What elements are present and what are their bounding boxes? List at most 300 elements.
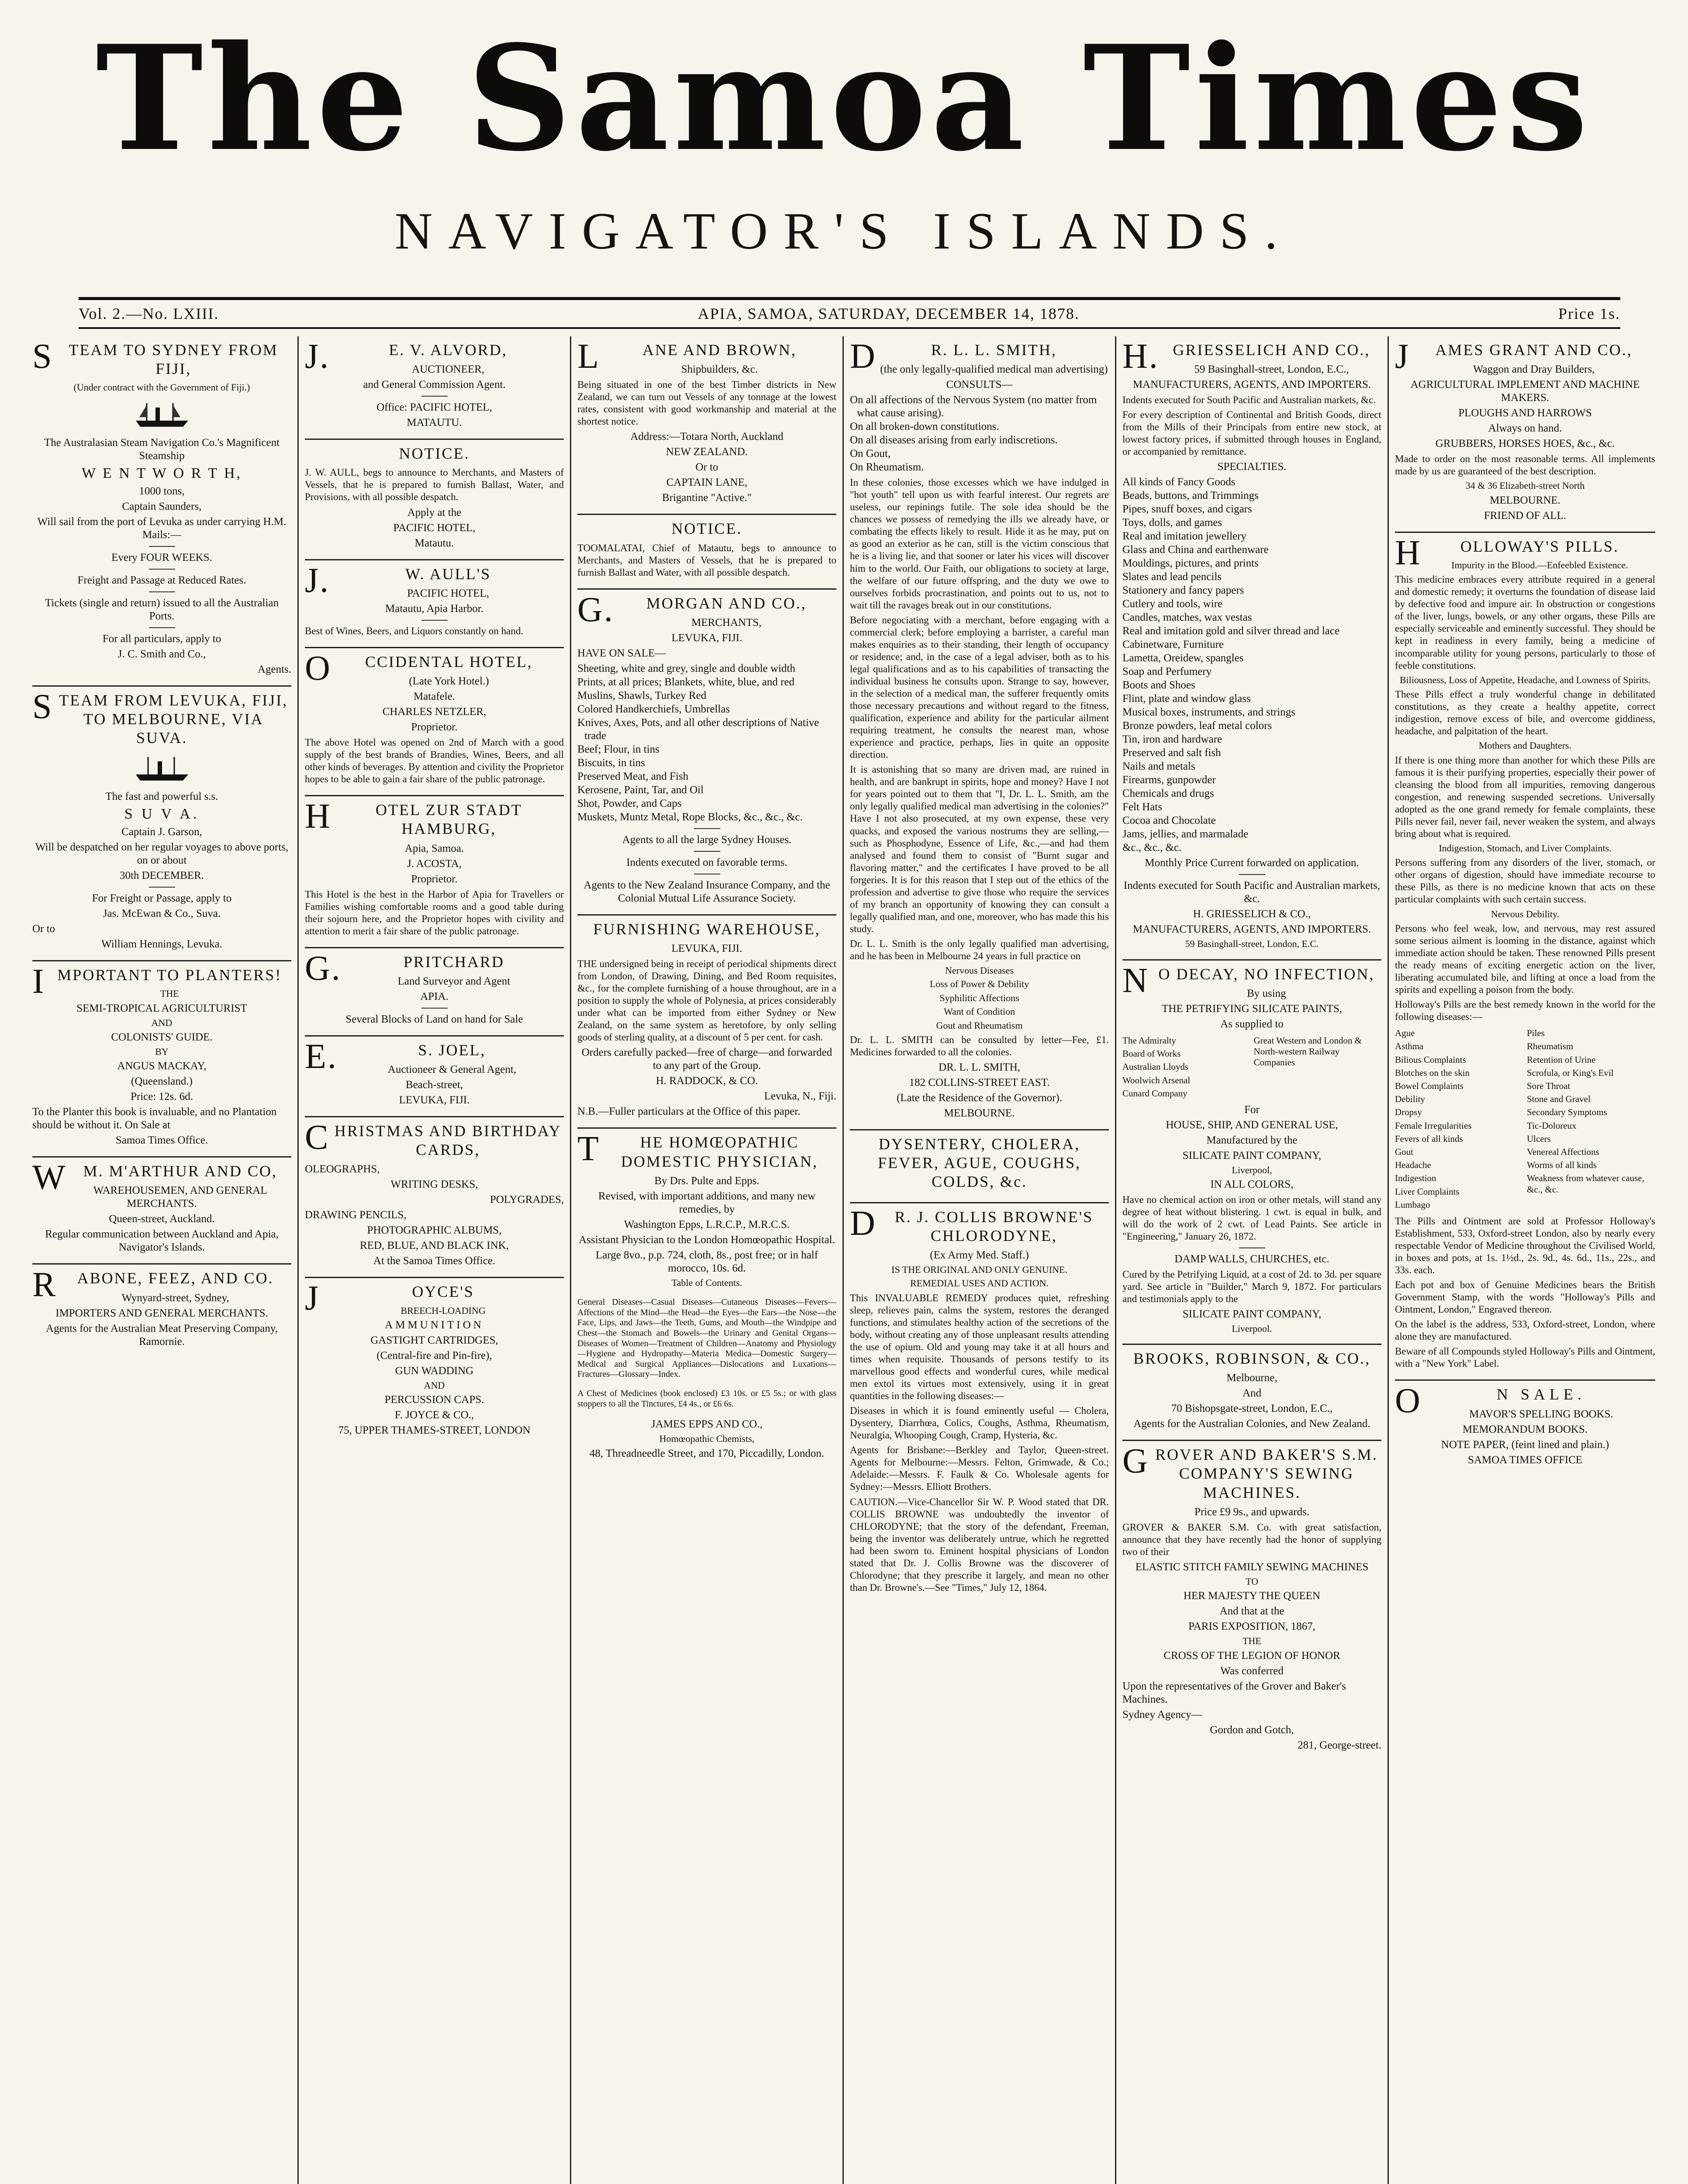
ad-line: GRUBBERS, HORSES HOES, &c., &c. (1435, 438, 1615, 450)
list-item: Lametta, Oreidew, spangles (1122, 652, 1244, 664)
list-item: On Rheumatism. (850, 461, 924, 473)
ad-line: Matautu. (414, 537, 454, 549)
ad-line: DRAWING PENCILS, (305, 1209, 407, 1221)
ad-line: BREECH-LOADING (400, 1305, 486, 1316)
ad-line: Regular communication between Auckland and Apia, Navigator's Islands. (45, 1228, 279, 1254)
ad-dysentery (850, 1130, 1109, 1203)
ad-line: IMPORTERS AND GENERAL MERCHANTS. (55, 1307, 268, 1319)
ad-line: (Central-fire and Pin-fire), (376, 1350, 492, 1362)
ad-text: The Pills and Ointment are sold at Professor Holloway's Establishment, 533, Oxford-street London, also by nearly every respectable Vendor of Medicine throughout the Civilised World, in boxes and pots, at 1s. 1½d., 2s. 9d., 4s. 6d., 11s., 22s., and 33s. each. (1395, 1215, 1655, 1276)
list-item: Candles, matches, wax vestas (1122, 612, 1252, 624)
ad-text: Before negociating with a merchant, before engaging with a commercial clerk; before employing a barrister, a careful man makes enquiries as to their standing, their length of occupancy or residence; and, in the case of a legal adviser, both as to his legal qualifications and as to his capabilities of transacting the individual business he consults upon. Strange to say, however, in the selection of a medical man, the sufferer frequently omits those necessary precautions and without regard to the fitness, qualification, experience and ability for the particular ailment requiring treatment, he consults the nearest man, whose experience and practice, perhaps, lies in quite an opposite direction. (850, 614, 1109, 760)
diseases-right (1527, 1026, 1655, 1213)
ad-line: Beach-street, (405, 1079, 463, 1091)
ad-line: Every FOUR WEEKS. (111, 551, 212, 563)
ad-line: Waggon and Dray Builders, (1473, 363, 1595, 376)
supplied-left (1122, 1033, 1250, 1101)
column-2 (299, 336, 571, 2184)
ad-steam-levuka (32, 687, 291, 961)
ad-line: Jas. McEwan & Co., Suva. (103, 907, 221, 919)
ad-line: F. JOYCE & CO., (394, 1409, 474, 1421)
ad-line: By using (1247, 988, 1286, 999)
list-item: Bronze powders, leaf metal colors (1122, 720, 1272, 732)
issue-date: APIA, SAMOA, SATURDAY, DECEMBER 14, 1878. (697, 305, 1080, 322)
ad-line: Captain J. Garson, (121, 826, 202, 838)
divider (694, 828, 720, 829)
ad-line: (Ex Army Med. Staff.) (930, 1249, 1029, 1261)
ad-line: PACIFIC HOTEL, (393, 522, 476, 534)
ad-line: To the Planter this book is invaluable, and no Plantation should be without it. On Sale at (32, 1106, 277, 1131)
ad-text: Agents for Brisbane:—Berkley and Taylor, Queen-street. Agents for Melbourne:—Messrs. Felton, Grimwade, & Co.; Adelaide:—Messrs. F. Faulk & Co. Wholesale agents for Sydney:—Messrs. Elliott Brothers. (850, 1444, 1109, 1493)
ad-line: Loss of Power & Debility (929, 978, 1029, 990)
list-item: Beads, buttons, and Trimmings (1122, 490, 1259, 502)
ad-alvord (305, 336, 564, 440)
ad-line: OLEOGRAPHS, (305, 1163, 380, 1175)
list-item: Flint, plate and window glass (1122, 693, 1251, 705)
ad-line: Homœopathic Chemists, (659, 1433, 755, 1444)
list-item: Glass and China and earthenware (1122, 544, 1269, 556)
ad-title: JAMES GRANT AND CO., (1395, 337, 1633, 376)
list-item: Real and imitation gold and silver thread and lace (1122, 625, 1340, 637)
ad-line: FRIEND OF ALL. (1484, 509, 1567, 522)
ad-joyce (305, 1278, 564, 1446)
ad-title: WM. M'ARTHUR AND CO, (32, 1158, 277, 1197)
ad-line: 30th DECEMBER. (119, 869, 204, 881)
ad-line: Nervous Debility. (1491, 908, 1560, 919)
list-item: Felt Hats (1122, 801, 1162, 813)
ad-line: Agents for the Australian Meat Preserving Company, Ramornie. (46, 1322, 278, 1348)
ad-line: NEW ZEALAND. (666, 446, 748, 458)
ad-text: Best of Wines, Beers, and Liquors constantly on hand. (305, 625, 524, 636)
ad-title: NOTICE. (399, 445, 470, 463)
list-item: Prints, at all prices; Blankets, white, blue, and red (577, 676, 795, 688)
list-item: Biscuits, in tins (577, 757, 645, 769)
ad-line: (the only legally-qualified medical man advertising) (880, 363, 1108, 376)
ad-line: LEVUKA, FIJI. (671, 632, 742, 644)
ad-line: TO (1246, 1576, 1258, 1587)
column-3 (571, 336, 844, 2184)
supplied-to-list (1122, 1033, 1381, 1101)
ad-line: J. C. Smith and Co., (117, 648, 206, 660)
list-item: MEMORANDUM BOOKS. (1462, 1423, 1588, 1435)
ad-line: Want of Condition (943, 1006, 1015, 1017)
ad-line: Always on hand. (1488, 422, 1562, 435)
ad-on-sale (1395, 1381, 1655, 1476)
ad-text: J. W. AULL, begs to announce to Merchants, and Masters of Vessels, that he is prepared to furnish Ballast, Water, and Provisions, with all possible despatch. (305, 467, 564, 503)
ad-line: SEMI-TROPICAL AGRICULTURIST (76, 1002, 247, 1014)
list-item: Muskets, Muntz Metal, Rope Blocks, &c., &c., &c. (577, 811, 803, 823)
ad-line: Will be despatched on her regular voyages to above ports, on or about (35, 841, 289, 866)
list-item: Tic-Doloreux (1527, 1120, 1577, 1131)
ad-text: Beware of all Compounds styled Holloway's Pills and Ointment, with a "New York" Label. (1395, 1346, 1655, 1369)
volume-number: Vol. 2.—No. LXIII. (79, 305, 219, 322)
ad-line: Price: 12s. 6d. (130, 1091, 193, 1103)
list-item: Sore Throat (1527, 1081, 1571, 1092)
ad-line: Brigantine "Active." (662, 492, 752, 504)
list-item: Headache (1395, 1160, 1431, 1171)
ad-line: Wynyard-street, Sydney, (121, 1292, 229, 1304)
ad-line: AGRICULTURAL IMPLEMENT AND MACHINE MAKERS. (1410, 379, 1640, 404)
ad-text: Holloway's Pills are the best remedy known in the world for the following diseases:— (1395, 999, 1655, 1023)
list-item: &c., &c., &c. (1122, 842, 1182, 854)
list-item: Retention of Urine (1527, 1054, 1596, 1065)
ad-line: At the Samoa Times Office. (373, 1255, 496, 1267)
ad-title: H.GRIESSELICH AND CO., (1122, 337, 1370, 376)
list-item: Dropsy (1395, 1107, 1422, 1118)
ad-line: Samoa Times Office. (115, 1134, 208, 1147)
ad-line: Land Surveyor and Agent (397, 975, 511, 987)
column-1 (26, 336, 299, 2184)
ad-line: Freight and Passage at Reduced Rates. (77, 574, 246, 586)
list-item: Scrofula, or King's Evil (1527, 1067, 1614, 1078)
ad-line: DAMP WALLS, CHURCHES, etc. (1174, 1253, 1329, 1265)
masthead-subtitle: NAVIGATOR'S ISLANDS. (394, 202, 1294, 260)
ad-line: Levuka, N., Fiji. (764, 1090, 836, 1102)
divider (149, 627, 175, 628)
list-item: Preserved Meat, and Fish (577, 770, 689, 782)
ad-line: Apply at the (407, 506, 462, 518)
ad-notice-aull (305, 440, 564, 560)
ad-text: GROVER & BAKER S.M. Co. with great satisfaction, announce that they have recently had the honor of supplying two of their (1122, 1521, 1381, 1557)
ad-line: (Late the Residence of the Governor). (896, 1092, 1062, 1104)
masthead-title: The Samoa Times (96, 14, 1592, 183)
ad-line: 70 Bishopsgate-street, London, E.C., (1171, 1403, 1333, 1415)
ship-name: W E N T W O R T H, (81, 465, 242, 481)
columns (26, 336, 1662, 2184)
ad-line: For Freight or Passage, apply to (92, 892, 232, 904)
ad-furnishing (577, 916, 836, 1129)
ad-morgan (577, 590, 836, 916)
list-item: Blotches on the skin (1395, 1067, 1470, 1078)
ad-title: J.W. AULL'S (305, 561, 491, 600)
ad-line: J. ACOSTA, (407, 857, 462, 870)
ad-text: These Pills effect a truly wonderful change in debilitated constitutions, as they create a healthy appetite, correct indigestion, remove excess of bile, and overcome giddiness, headache, and palpitation of the heart. (1395, 689, 1655, 737)
ad-text: A Chest of Medicines (book enclosed) £3 10s. or £5 5s.; or with glass stoppers to all the Tinctures, £4 4s., or £6 6s. (577, 1388, 836, 1409)
dateline (79, 297, 1620, 329)
ad-title: E.S. JOEL, (305, 1037, 486, 1076)
divider (1239, 874, 1265, 875)
consult-list (850, 394, 1109, 474)
ad-text: CAUTION.—Vice-Chancellor Sir W. P. Wood stated that DR. COLLIS BROWNE was undoubtedly the inventor of CHLORODYNE; that the story of the defendant, Freeman, being the inventor was deliberately untrue, which he regretted had been sworn to. Eminent hospital physicians of London stated that Dr. J. Collis Browne was the discoverer of Chlorodyne; that they prescribe it largely, and mean no other than Dr. Browne's.—See "Times," July 12, 1864. (850, 1496, 1109, 1593)
ad-title: ON SALE. (1395, 1382, 1586, 1420)
list-item: Female Irregularities (1395, 1120, 1472, 1131)
ad-line: Large 8vo., p.p. 724, cloth, 8s., post free; or in half morocco, 10s. 6d. (595, 1249, 818, 1274)
list-item: NOTE PAPER, (feint lined and plain.) (1441, 1438, 1609, 1451)
ad-line: THE (160, 988, 179, 999)
ad-line: and General Commission Agent. (363, 379, 506, 391)
ad-line: Will sail from the port of Levuka as under carrying H.M. Mails:— (37, 515, 287, 541)
list-item: Slates and lead pencils (1122, 571, 1222, 583)
list-item: Stationery and fancy papers (1122, 584, 1244, 597)
ad-line: Agents to all the large Sydney Houses. (622, 833, 792, 846)
ad-joel (305, 1037, 564, 1117)
ad-text: In these colonies, those excesses which we have indulged in "hot youth" tell upon us with fearful interest. Our regrets are useless, our repinings futile. The sole idea should be the chances we possess of remedying the ills we already have, or combating the effects likely to result. Hide it as he may, put on as good an exterior as he can, still is the victim conscious that he is a living lie, and that sooner or later his vices will discover him to the world. Our Faith, our obligations to society at large, the welfare of our future offspring, and the duty we owe to ourselves forbids procrastination, and points out to us, not to wait till the ravages break out in our constitutions. (850, 477, 1109, 611)
list-item: Board of Works (1122, 1048, 1181, 1059)
ad-line: 1000 tons, (139, 485, 185, 497)
ad-line: 281, George-street. (1298, 1739, 1381, 1751)
ad-line: Agents for the Australian Colonies, and New Zealand. (1133, 1418, 1370, 1430)
steamship-icon (131, 400, 193, 430)
list-item: Cunard Company (1122, 1088, 1187, 1099)
list-item: Knives, Axes, Pots, and all other descriptions of Native trade (577, 716, 819, 742)
list-item: On Gout, (850, 448, 891, 460)
divider (421, 396, 448, 397)
ad-line: Price £9 9s., and upwards. (1194, 1506, 1310, 1518)
ad-title: RABONE, FEEZ, AND CO. (32, 1265, 274, 1304)
ad-line: Table of Contents. (671, 1277, 742, 1288)
ad-line: For (1244, 1103, 1260, 1116)
ad-line: MANUFACTURERS, AGENTS, AND IMPORTERS. (1132, 379, 1371, 391)
ad-title: FURNISHING WAREHOUSE, (593, 920, 821, 938)
ad-title: HOLLOWAY'S PILLS. (1395, 533, 1619, 572)
list-item: Muslins, Shawls, Turkey Red (577, 689, 707, 702)
divider (149, 591, 175, 592)
ad-arthur (32, 1158, 291, 1265)
ad-text: Cured by the Petrifying Liquid, at a cost of 2d. to 3d. per square yard. See article in "Builder," March 9, 1872. For particulars and testimonials apply to the (1122, 1268, 1381, 1304)
ad-title: G.MORGAN AND CO., (577, 590, 807, 629)
ad-steam-fiji (32, 336, 291, 687)
ad-homeopathic (577, 1129, 836, 1469)
ad-line: Auctioneer & General Agent, (387, 1064, 517, 1076)
ad-title: CHRISTMAS AND BIRTHDAY CARDS, (305, 1118, 562, 1159)
ad-line: GASTIGHT CARTRIDGES, (370, 1334, 498, 1347)
ad-line: As supplied to (1220, 1018, 1284, 1030)
ad-line: LEVUKA, FIJI. (399, 1094, 470, 1106)
ad-title: NO DECAY, NO INFECTION, (1122, 961, 1375, 1000)
ad-line: HER MAJESTY THE QUEEN (1183, 1590, 1321, 1602)
ad-line: Proprietor. (411, 721, 458, 733)
ad-line: Monthly Price Current forwarded on application. (1145, 857, 1359, 869)
ad-brooks-robinson (1122, 1345, 1381, 1441)
ad-line: Assistant Physician to the London Homœopathic Hospital. (579, 1234, 835, 1246)
ad-line: GUN WADDING (395, 1365, 474, 1377)
ad-title: OCCIDENTAL HOTEL, (305, 649, 533, 688)
ad-line: Gordon and Gotch, (1210, 1724, 1294, 1736)
list-item: Nails and metals (1122, 760, 1195, 773)
ad-line: PACIFIC HOTEL, (407, 587, 490, 599)
ad-title: THE HOMŒOPATHIC DOMESTIC PHYSICIAN, (577, 1130, 818, 1170)
list-item: Cocoa and Chocolate (1122, 815, 1216, 827)
list-item: Musical boxes, instruments, and strings (1122, 706, 1295, 719)
ad-text: This INVALUABLE REMEDY produces quiet, refreshing sleep, relieves pain, calms the system, restores the deranged functions, and stimulates healthy action of the secretions of the body, without creating any of those unpleasant results attending the use of opium. Old and young may take it at all hours and times when requisite. Thousands of persons testify to its marvellous good effects and wonderful cures, while medical men extol its virtues most extensively, using it in great quantities in the following diseases:— (850, 1292, 1109, 1402)
list-item: Weakness from whatever cause, &c., &c. (1527, 1173, 1644, 1195)
ad-line: The Australasian Steam Navigation Co.'s Magnificent Steamship (44, 436, 280, 462)
ad-line: IN ALL COLORS, (1210, 1178, 1294, 1191)
ad-line: AND (151, 1017, 173, 1028)
list-item: Real and imitation jewellery (1122, 530, 1246, 543)
ad-griesselich (1122, 336, 1381, 961)
ad-title: J.E. V. ALVORD, (305, 337, 507, 376)
list-item: Rheumatism (1527, 1041, 1574, 1052)
ad-text: Have no chemical action on iron or other metals, will stand any degree of heat without blistering. 1 cwt. is equal in bulk, and will do the work of 2 cwt. of Lead Paints. See article in "Engineering," January 26, 1872. (1122, 1194, 1381, 1242)
ad-line: WRITING DESKS, (390, 1178, 478, 1191)
ad-text: Made to order on the most reasonable terms. All implements made by us are guaranteed of the best description. (1395, 453, 1655, 477)
goods-list (577, 662, 836, 824)
ad-line: CROSS OF THE LEGION OF HONOR (1163, 1649, 1340, 1662)
list-item: On all affections of the Nervous System (no matter from what cause arising). (850, 394, 1097, 419)
list-item: All kinds of Fancy Goods (1122, 476, 1236, 488)
ad-line: ANGUS MACKAY, (117, 1060, 207, 1072)
list-item: Asthma (1395, 1041, 1424, 1052)
divider (694, 851, 720, 852)
list-item: Secondary Symptoms (1527, 1107, 1607, 1118)
ad-title: GROVER AND BAKER'S S.M. COMPANY'S SEWING MACHINES. (1122, 1442, 1378, 1501)
issue-price: Price 1s. (1558, 305, 1620, 322)
ad-line: Indigestion, Stomach, and Liver Complaints. (1439, 842, 1612, 854)
ad-text: Dr. L. L. Smith is the only legally qualified man advertising, and he has been in Melbourne 24 years in full practice on (850, 938, 1109, 961)
divider (421, 1008, 448, 1009)
ad-line: PERCUSSION CAPS. (384, 1394, 484, 1406)
ad-line: Indents executed for South Pacific and Australian markets, &c. (1123, 880, 1381, 905)
ad-line: Apia, Samoa. (404, 842, 464, 854)
ad-line: And (1242, 1387, 1262, 1400)
ad-text: Each pot and box of Genuine Medicines bears the British Government Stamp, with the words "Holloway's Pills and Ointment, London," Engraved thereon. (1395, 1279, 1655, 1315)
list-item: On all diseases arising from early indiscretions. (850, 434, 1058, 446)
ad-rabone (32, 1265, 291, 1357)
ad-line: SAMOA TIMES OFFICE (1467, 1454, 1583, 1466)
ad-title: JOYCE'S (305, 1279, 474, 1318)
diseases-left (1395, 1026, 1523, 1213)
ad-dr-smith (850, 336, 1109, 1130)
ad-line: BY (155, 1046, 169, 1057)
supplied-right (1254, 1033, 1382, 1101)
ad-line: Or to (32, 923, 55, 935)
ad-line: HOUSE, SHIP, AND GENERAL USE, (1166, 1119, 1338, 1131)
ad-line: Agents to the New Zealand Insurance Company, and the Colonial Mutual Life Assurance Society. (583, 879, 830, 904)
ad-title: LANE AND BROWN, (577, 337, 797, 376)
ad-text: It is astonishing that so many are driven mad, are ruined in health, and are bankrupt in spirits, hope and money? Have I not for years pointed out to them that "I, Dr. L. L. Smith, am the only legally qualified medical man advertising in the colonies?" Have I not also prosecuted, at my own expense, these very quacks, and exposed the various nostrums they are selling,—such as Phosphodyne, Essence of Life, &c.,—and had them analysed and found them to consist of "Burnt sugar and flavoring matter," and the certificates I have proved to be all forgeries. It is for this reason that I step out of the ethics of the profession and advertise to give those who require the services of my branch an opportunity of knowing they can consult a legally qualified man, and one, moreover, who has made this his study. (850, 764, 1109, 934)
ad-line: ELASTIC STITCH FAMILY SEWING MACHINES (1135, 1561, 1369, 1573)
ad-line: 59 Basinghall-street, London, E.C., (1194, 363, 1349, 376)
ad-line: MANUFACTURERS, AGENTS, AND IMPORTERS. (1132, 923, 1371, 936)
ad-line: Nervous Diseases (945, 965, 1014, 976)
ad-line: HAVE ON SALE— (577, 647, 666, 659)
ad-line: COLONISTS' GUIDE. (111, 1031, 213, 1043)
list-item: Fevers of all kinds (1395, 1133, 1463, 1144)
ad-title: STEAM TO SYDNEY FROM FIJI, (32, 337, 278, 378)
list-item: Lumbago (1395, 1199, 1430, 1210)
ad-line: Office: PACIFIC HOTEL, (376, 401, 492, 414)
list-item: Firearms, gunpowder (1122, 774, 1216, 786)
divider (421, 620, 448, 621)
ad-line: 75, UPPER THAMES-STREET, LONDON (338, 1424, 531, 1437)
column-6 (1389, 336, 1661, 2184)
ad-line: Biliousness, Loss of Appetite, Headache, and Lowness of Spirits. (1399, 674, 1651, 685)
ad-line: SILICATE PAINT COMPANY, (1182, 1149, 1322, 1161)
ad-line: Or to (695, 461, 718, 473)
ad-lane-brown (577, 336, 836, 515)
ad-line: THE PETRIFYING SILICATE PAINTS, (1162, 1003, 1342, 1015)
ad-line: Matautu, Apia Harbor. (385, 602, 483, 615)
ad-text: This medicine embraces every attribute required in a general and domestic remedy; it overturns the foundation of disease laid by defective food and impure air. In obstruction or congestions of the liver, lungs, bowels, or any other organs, these Pills are especially serviceable and eminently successful. They should be kept in readiness in every family, being a medicine of incomparable utility for young persons, particularly to those of feeble constitutions. (1395, 574, 1655, 671)
ad-line: MELBOURNE. (1490, 494, 1560, 506)
ad-line: SPECIALTIES. (1217, 461, 1287, 473)
ad-text: Being situated in one of the best Timber districts in New Zealand, we can turn out Vessels of any tonnage at the lowest rates, consistent with good workmanship and material at the shortest notice. (577, 379, 836, 427)
steamship-icon (131, 753, 193, 784)
list-item: Bowel Complaints (1395, 1081, 1464, 1092)
list-item: Beef; Flour, in tins (577, 743, 659, 755)
ad-line: CONSULTS— (946, 379, 1013, 391)
ad-text: Dr. L. L. SMITH can be consulted by letter—Fee, £1. Medicines forwarded to all the colonies. (850, 1034, 1109, 1058)
ad-text: This Hotel is the best in the Harbor of Apia for Travellers or Families wishing comfortable rooms and a good table during their sojourn here, and the Proprietor hopes with civility and attention to merit a fair share of the public patronage. (305, 888, 564, 936)
list-item: Great Western and London & North-western Railway Companies (1253, 1035, 1362, 1068)
ad-title: DR. L. L. SMITH, (850, 337, 1057, 376)
ad-line: POLYGRADES, (490, 1194, 564, 1206)
ad-line: Washington Epps, L.R.C.P., M.R.C.S. (624, 1218, 790, 1230)
ad-line: Syphilitic Affections (939, 992, 1019, 1003)
ad-title: DYSENTERY, CHOLERA, FEVER, AGUE, COUGHS, COLDS, &c. (877, 1135, 1081, 1191)
ad-text: General Diseases—Casual Diseases—Cutaneous Diseases—Fevers—Affections of the Mind—the Head—the Eyes—the Ears—the Nose—the Face, Lips, and Jaws—the Teeth, Gums, and Mouth—the Windpipe and Chest—the Stomach and Bowels—the Urinary and Genital Organs—Diseases of Women—Treatment of Children—Anatomy and Physiology—Hygiene and Hydropathy—Materia Medica—Domestic Surgery—Medical and Surgical Appliances—Dislocations and Luxations—Fractures—Glossary—Index. (577, 1297, 836, 1379)
ad-line: H. GRIESSELICH & CO., (1193, 908, 1311, 920)
list-item: Pipes, snuff boxes, and cigars (1122, 503, 1252, 515)
column-5 (1116, 336, 1389, 2184)
diseases-table (1395, 1026, 1655, 1213)
ad-line: By Drs. Pulte and Epps. (654, 1175, 759, 1187)
ad-pritchard (305, 948, 564, 1037)
list-item: Ulcers (1527, 1133, 1551, 1144)
list-item: The Admiralty (1122, 1035, 1177, 1046)
ad-line: 34 & 36 Elizabeth-street North (1465, 480, 1585, 491)
ad-line: Manufactured by the (1206, 1134, 1298, 1146)
ad-text: THE undersigned being in receipt of periodical shipments direct from London, of Drawing, Dining, and Bed Room requisites, &c., for the complete furnishing of a house throughout, are in a position to supply the whole of Polynesia, at prices considerably under what can be imported from either Sydney or New Zealand, on the same system as heretofore, by only selling goods of sterling quality, at a discount of 5 per cent. for cash. (577, 958, 836, 1043)
ad-line: Captain Saunders, (122, 500, 202, 512)
ad-line: AUCTIONEER, (412, 363, 485, 376)
ad-line: PHOTOGRAPHIC ALBUMS, (367, 1224, 502, 1237)
ad-line: Matafele. (413, 690, 456, 702)
ad-line: THE (1243, 1635, 1261, 1647)
divider (149, 569, 175, 570)
ad-christmas (305, 1117, 564, 1278)
ad-line: MERCHANTS, (691, 616, 762, 629)
ad-line: PLOUGHS AND HARROWS (1458, 407, 1592, 419)
ad-line: RED, BLUE, AND BLACK INK, (360, 1240, 509, 1252)
ad-line: PARIS EXPOSITION, 1867, (1188, 1621, 1315, 1633)
ad-text: Indents executed for South Pacific and Australian markets, &c. (1122, 394, 1376, 406)
ad-title: BROOKS, ROBINSON, & CO., (1133, 1350, 1371, 1368)
ad-silicate-paints (1122, 961, 1381, 1345)
list-item: Venereal Affections (1527, 1146, 1599, 1157)
ad-line: Melbourne, (1226, 1372, 1277, 1384)
ad-line: WAREHOUSEMEN, AND GENERAL MERCHANTS. (93, 1185, 267, 1210)
ad-text: Diseases in which it is found eminently useful — Cholera, Dysentery, Diarrhœa, Colics, Coughs, Asthma, Rheumatism, Neuralgia, Whooping Cough, Cramp, Hysteria, &c. (850, 1405, 1109, 1441)
ad-title: IMPORTANT TO PLANTERS! (32, 962, 282, 1001)
ad-title: STEAM FROM LEVUKA, FIJI, TO MELBOURNE, VIA SUVA. (32, 687, 288, 746)
ad-line: Impurity in the Blood.—Enfeebled Existence. (1451, 559, 1628, 570)
list-item: Jams, jellies, and marmalade (1122, 828, 1249, 840)
ad-line: Queen-street, Auckland. (109, 1213, 215, 1225)
ad-line: Upon the representatives of the Grover and Baker's Machines. (1122, 1680, 1346, 1705)
ad-line: (Late York Hotel.) (409, 675, 489, 687)
ad-line: DR. L. L. SMITH, (939, 1061, 1020, 1074)
ad-title: DR. J. COLLIS BROWNE'S CHLORODYNE, (850, 1204, 1094, 1244)
masthead (0, 14, 1688, 261)
ad-line: 182 COLLINS-STREET EAST. (909, 1077, 1050, 1089)
list-item: Bilious Complaints (1395, 1054, 1466, 1065)
list-item: Ague (1395, 1028, 1415, 1039)
list-item: Soap and Perfumery (1122, 666, 1212, 678)
list-item: Kerosene, Paint, Tar, and Oil (577, 784, 704, 796)
specialties-list (1122, 476, 1381, 854)
ad-james-grant (1395, 336, 1655, 533)
ad-line: Was conferred (1220, 1665, 1284, 1677)
ad-line: Mothers and Daughters. (1478, 740, 1571, 751)
ad-line: AMMUNITION (385, 1319, 484, 1331)
ad-text: For every description of Continental and British Goods, direct from the Mills of their Principals from entire new stock, at lowest factory prices, if submitted through houses in England, or accompanied by remittance. (1122, 409, 1381, 457)
ad-line: H. RADDOCK, & CO. (656, 1075, 758, 1087)
list-item: Chemicals and drugs (1122, 788, 1214, 800)
ad-collis-browne (850, 1203, 1109, 1603)
list-item: Indigestion (1395, 1173, 1436, 1184)
